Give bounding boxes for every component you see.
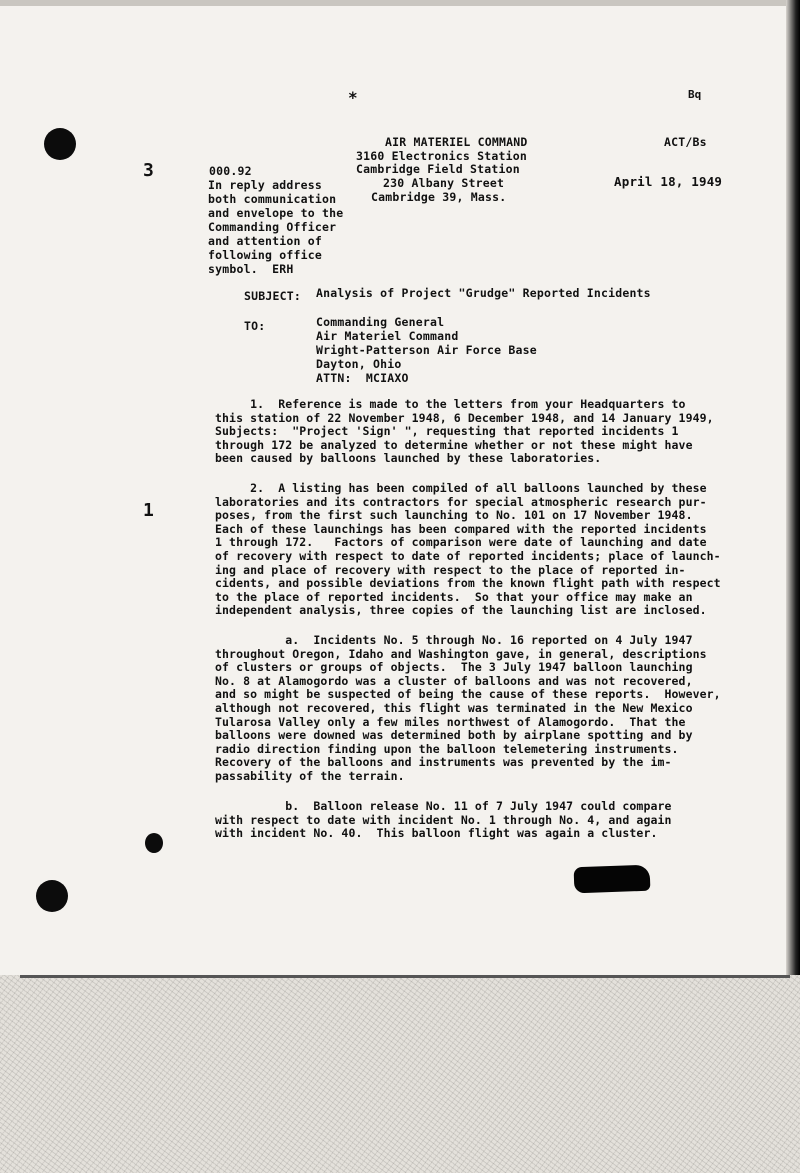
paragraph-2-line: independent analysis, three copies of the launching list are inclosed. (215, 603, 707, 618)
paragraph-2-line: to the place of reported incidents. So that your office may make an (215, 589, 693, 604)
reply-line-3: and envelope to the (208, 206, 344, 220)
paragraph-2a-line: throughout Oregon, Idaho and Washington gave, in general, descriptions (215, 646, 707, 661)
reference-code: ACT/Bs (664, 135, 707, 149)
paragraph-2-line: 2. A listing has been compiled of all balloons launched by these (215, 481, 707, 495)
paragraph-1-line: through 172 be analyzed to determine whether or not these might have (215, 437, 693, 452)
paragraph-2-line: cidents, and possible deviations from the known flight path with respect (215, 576, 721, 591)
paragraph-2a (215, 633, 721, 784)
reply-line-1: In reply address (208, 178, 322, 192)
paragraph-2a-line: of clusters or groups of objects. The 3 July 1947 balloon launching (215, 660, 693, 675)
reply-line-2: both communication (208, 192, 337, 206)
margin-mark-left-2: 1 (143, 500, 154, 521)
to-label: TO: (244, 319, 266, 333)
paragraph-2-line: poses, from the first such launching to No. 101 on 17 November 1948. (215, 508, 693, 523)
to-line-3: Wright-Patterson Air Force Base (316, 343, 537, 357)
reply-line-6: following office (208, 248, 322, 262)
paragraph-2b-line: b. Balloon release No. 11 of 7 July 1947 could compare (215, 799, 672, 813)
punch-hole-bottom (36, 880, 68, 912)
paragraph-1-line: 1. Reference is made to the letters from your Headquarters to (215, 397, 686, 411)
org-line-3: Cambridge Field Station (356, 162, 520, 176)
reply-line-4: Commanding Officer (208, 220, 337, 234)
paragraph-2-line: 1 through 172. Factors of comparison were date of launching and date (215, 535, 707, 550)
to-line-4: Dayton, Ohio (316, 357, 402, 371)
reply-line-7: symbol. ERH (208, 262, 294, 276)
paragraph-2b-line: with respect to date with incident No. 1 through No. 4, and again (215, 812, 672, 827)
paragraph-1-line: this station of 22 November 1948, 6 December 1948, and 14 January 1949, (215, 410, 714, 425)
paragraph-2-line: ing and place of recovery with respect to the place of reported in- (215, 562, 686, 577)
paragraph-2a-line: Tularosa Valley only a few miles northwest of Alamogordo. That the (215, 714, 686, 729)
paragraph-1-line: been caused by balloons launched by these laboratories. (215, 451, 602, 466)
scanner-noise-band (0, 975, 800, 1173)
to-line-1: Commanding General (316, 315, 445, 329)
org-line-1: AIR MATERIEL COMMAND (385, 135, 528, 149)
paragraph-2-line: Each of these launchings has been compared with the reported incidents (215, 521, 707, 536)
paragraph-2a-line: although not recovered, this flight was terminated in the New Mexico (215, 700, 693, 715)
paragraph-2a-line: Recovery of the balloons and instruments was prevented by the im- (215, 755, 672, 770)
paragraph-2a-line: passability of the terrain. (215, 768, 405, 783)
margin-mark-top-right: Bq (688, 88, 702, 101)
paragraph-2a-line: and so might be suspected of being the cause of these reports. However, (215, 687, 721, 702)
paragraph-2a-line: a. Incidents No. 5 through No. 16 reported on 4 July 1947 (215, 633, 693, 647)
paragraph-2b-line: with incident No. 40. This balloon flight was again a cluster. (215, 826, 658, 841)
org-line-4: 230 Albany Street (383, 176, 505, 190)
reply-line-5: and attention of (208, 234, 322, 248)
file-number: 000.92 (209, 164, 252, 178)
subject-text: Analysis of Project "Grudge" Reported Incidents (316, 286, 651, 300)
margin-mark-left-1: 3 (143, 160, 154, 181)
to-line-5: ATTN: MCIAXO (316, 371, 409, 385)
paragraph-2b (215, 800, 685, 841)
bottom-rule (20, 975, 790, 978)
margin-mark-top-center: * (348, 88, 358, 107)
org-line-5: Cambridge 39, Mass. (371, 190, 507, 204)
punch-hole-top (44, 128, 76, 160)
redaction-blot (574, 865, 651, 894)
punch-hole-middle (145, 833, 163, 853)
letter-date: April 18, 1949 (614, 174, 723, 189)
subject-label: SUBJECT: (244, 289, 301, 303)
paragraph-2a-line: No. 8 at Alamogordo was a cluster of balloons and was not recovered, (215, 673, 693, 688)
page-edge-top (0, 0, 800, 6)
paragraph-1-line: Subjects: "Project 'Sign' ", requesting that reported incidents 1 (215, 424, 679, 439)
paragraph-1 (215, 397, 714, 466)
paragraph-2a-line: balloons were downed was determined both by airplane spotting and by (215, 728, 693, 743)
paragraph-2 (215, 481, 721, 618)
to-line-2: Air Materiel Command (316, 329, 459, 343)
org-line-2: 3160 Electronics Station (356, 149, 527, 163)
paragraph-2-line: laboratories and its contractors for special atmospheric research pur- (215, 494, 707, 509)
paragraph-2a-line: radio direction finding upon the balloon telemetering instruments. (215, 741, 679, 756)
paragraph-2-line: of recovery with respect to date of reported incidents; place of launch- (215, 548, 721, 563)
